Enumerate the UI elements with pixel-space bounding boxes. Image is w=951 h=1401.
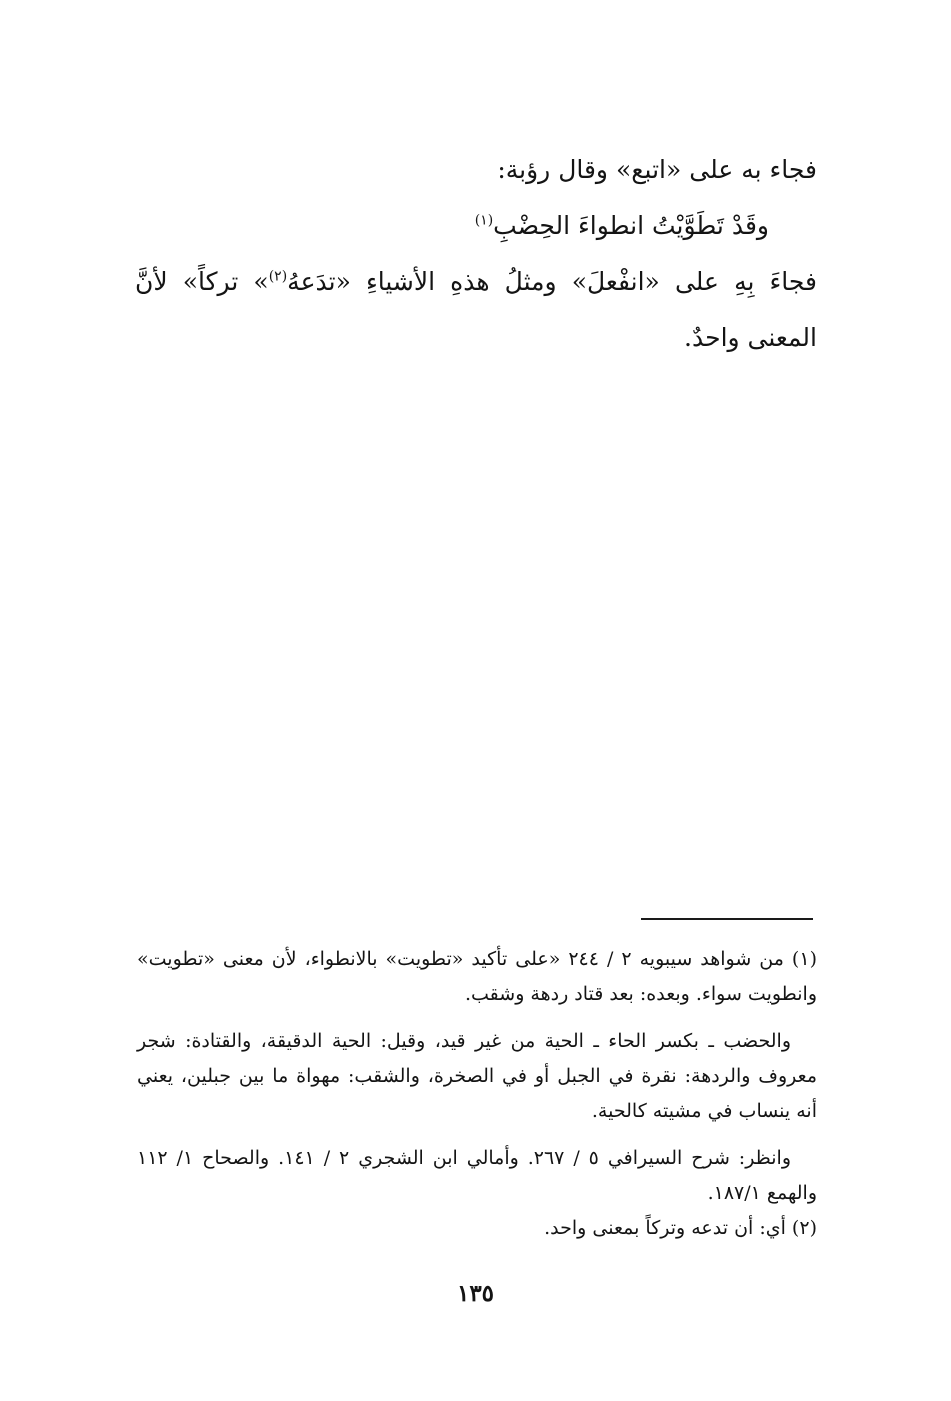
footnote-marker-1[interactable]: (١) xyxy=(474,212,494,229)
footnote-separator xyxy=(641,918,813,920)
page-number: ١٣٥ xyxy=(456,1280,495,1307)
footnote-1-references: وانظر: شرح السيرافي ٥ / ٢٦٧. وأمالي ابن الشجري ٢ / ١٤١. والصحاح ١/ ١١٢ والهمع ١٨٧/١. xyxy=(137,1147,817,1204)
footnote-1-gloss: والحضب ـ بكسر الحاء ـ الحية من غير قيد، وقيل: الحية الدقيقة، والقتادة: شجر معروف والردهة: نقرة في الجبل أو في الصخرة، والشقب: مهواة ما بين جبلين، يعني أنه ينساب في مشيته كالحية. xyxy=(137,1030,817,1122)
intro-line: فجاء به على «اتبع» وقال رؤبة: xyxy=(497,155,817,184)
poetry-verse xyxy=(135,198,817,254)
footnote-2: (٢) أي: أن تدعه وتركاً بمعنى واحد. xyxy=(544,1217,817,1239)
verse-text: وقَدْ تَطَوَّيْتُ انطواءَ الحِضْبِ xyxy=(493,211,769,240)
main-text xyxy=(135,142,817,366)
main-paragraph xyxy=(135,254,817,366)
paragraph-part-1: فجاءَ بِهِ على «انفْعلَ» ومثلُ هذهِ الأشياءِ «تدَعهُ xyxy=(287,267,818,296)
footnote-marker-2[interactable]: (٢) xyxy=(268,268,288,285)
paragraph-part-2: » تركاً» لأنَّ المعنى واحدٌ. xyxy=(135,267,817,352)
footnote-1: (١) من شواهد سيبويه ٢ / ٢٤٤ «على تأكيد «تطويت» بالانطواء، لأن معنى «تطويت» وانطويت سواء. وبعده: بعد قتاد ردهة وشقب. xyxy=(137,948,817,1005)
footnotes xyxy=(137,942,817,1246)
